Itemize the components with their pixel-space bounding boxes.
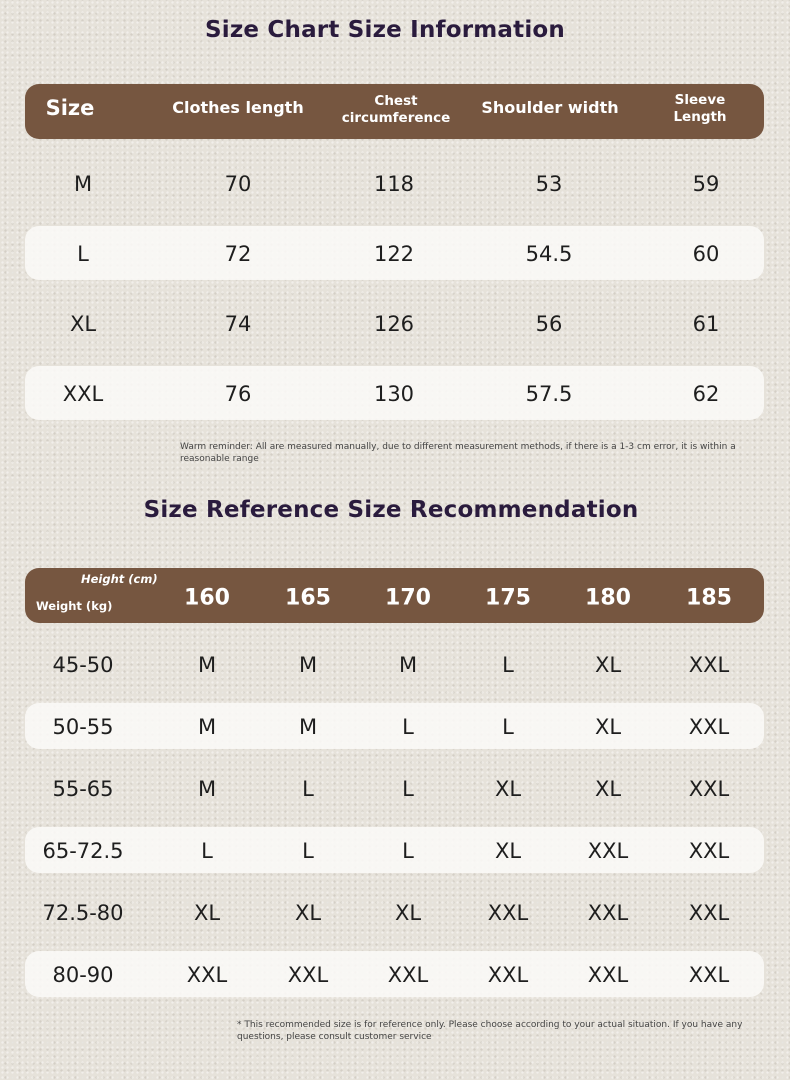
measurement-cell: 118 <box>373 172 415 196</box>
size-recommendation-cell: M <box>298 715 318 739</box>
size-recommendation-cell: XL <box>494 777 522 801</box>
size-recommendation-cell: XXL <box>387 963 429 987</box>
measurement-cell: 61 <box>692 312 720 336</box>
table-row <box>25 703 764 749</box>
header-chest-line2: circumference <box>341 110 451 126</box>
table-row <box>25 827 764 873</box>
size-recommendation-cell: XL <box>294 901 322 925</box>
table-row <box>25 366 764 420</box>
header-clothes-length: Clothes length <box>172 98 304 117</box>
weight-label: Weight (kg) <box>36 599 113 613</box>
size-recommendation-cell: XL <box>394 901 422 925</box>
size-cell: XXL <box>62 382 104 406</box>
height-label: Height (cm) <box>81 572 158 586</box>
size-chart-header <box>25 84 764 139</box>
measurement-cell: 130 <box>373 382 415 406</box>
weight-cell: 65-72.5 <box>42 839 124 863</box>
measurement-cell: 126 <box>373 312 415 336</box>
size-recommendation-cell: M <box>197 653 217 677</box>
height-column-header: 165 <box>285 585 331 611</box>
header-sleeve-line1: Sleeve <box>674 92 726 108</box>
recommendation-header <box>25 568 764 623</box>
weight-cell: 50-55 <box>52 715 114 739</box>
size-recommendation-cell: L <box>502 715 514 739</box>
header-sleeve-line2: Length <box>673 109 727 125</box>
size-recommendation-cell: L <box>302 777 314 801</box>
size-recommendation-cell: XXL <box>688 777 730 801</box>
measurement-cell: 54.5 <box>525 242 573 266</box>
measurement-cell: 53 <box>535 172 563 196</box>
size-recommendation-cell: XL <box>594 715 622 739</box>
measurement-cell: 74 <box>224 312 252 336</box>
size-recommendation-cell: XXL <box>487 963 529 987</box>
measurement-cell: 56 <box>535 312 563 336</box>
size-recommendation-cell: XL <box>594 653 622 677</box>
size-cell: M <box>73 172 93 196</box>
size-recommendation-cell: XXL <box>587 963 629 987</box>
height-column-header: 180 <box>585 585 631 611</box>
size-chart-note: Warm reminder: All are measured manually, due to different measurement methods, if there is a 1-3 cm error, it is within a reasonable range <box>180 442 736 464</box>
size-recommendation-cell: XXL <box>688 963 730 987</box>
measurement-cell: 60 <box>692 242 720 266</box>
size-recommendation-cell: L <box>402 839 414 863</box>
table-row <box>25 765 764 811</box>
weight-cell: 80-90 <box>52 963 114 987</box>
size-recommendation-cell: XXL <box>688 653 730 677</box>
size-recommendation-cell: L <box>402 777 414 801</box>
size-cell: L <box>77 242 89 266</box>
header-sleeve-length <box>673 92 726 126</box>
size-recommendation-cell: XXL <box>688 839 730 863</box>
size-recommendation-cell: M <box>197 715 217 739</box>
table-row <box>25 951 764 997</box>
weight-cell: 72.5-80 <box>42 901 124 925</box>
measurement-cell: 57.5 <box>525 382 573 406</box>
size-recommendation-cell: XL <box>193 901 221 925</box>
size-recommendation-cell: XXL <box>186 963 228 987</box>
height-column-header: 170 <box>385 585 431 611</box>
header-chest-circumference <box>342 93 451 127</box>
measurement-cell: 62 <box>692 382 720 406</box>
size-recommendation-cell: XXL <box>688 715 730 739</box>
size-recommendation-cell: M <box>197 777 217 801</box>
height-column-header: 175 <box>485 585 531 611</box>
size-recommendation-cell: XXL <box>587 901 629 925</box>
table-row <box>25 296 764 350</box>
weight-cell: 45-50 <box>52 653 114 677</box>
table-row <box>25 641 764 687</box>
height-column-header: 185 <box>686 585 732 611</box>
size-recommendation-cell: L <box>201 839 213 863</box>
measurement-cell: 70 <box>224 172 252 196</box>
recommendation-note: * This recommended size is for reference only. Please choose according to your actual situation. If you have any questions, please consult customer service <box>237 1020 743 1042</box>
size-chart-title: Size Chart Size Information <box>204 17 566 43</box>
size-recommendation-cell: XXL <box>487 901 529 925</box>
size-recommendation-cell: XL <box>494 839 522 863</box>
header-size: Size <box>45 96 95 120</box>
weight-cell: 55-65 <box>52 777 114 801</box>
measurement-cell: 72 <box>224 242 252 266</box>
header-shoulder-width: Shoulder width <box>481 98 619 117</box>
measurement-cell: 122 <box>373 242 415 266</box>
size-recommendation-cell: XXL <box>688 901 730 925</box>
size-recommendation-cell: L <box>302 839 314 863</box>
size-recommendation-cell: XXL <box>287 963 329 987</box>
size-recommendation-cell: XXL <box>587 839 629 863</box>
size-recommendation-cell: XL <box>594 777 622 801</box>
size-recommendation-cell: L <box>402 715 414 739</box>
table-row <box>25 156 764 210</box>
header-chest-line1: Chest <box>374 93 418 109</box>
table-row <box>25 889 764 935</box>
height-column-header: 160 <box>184 585 230 611</box>
table-row <box>25 226 764 280</box>
size-recommendation-cell: L <box>502 653 514 677</box>
size-recommendation-cell: M <box>398 653 418 677</box>
measurement-cell: 76 <box>224 382 252 406</box>
measurement-cell: 59 <box>692 172 720 196</box>
size-recommendation-cell: M <box>298 653 318 677</box>
size-cell: XL <box>69 312 97 336</box>
recommendation-title: Size Reference Size Recommendation <box>143 497 639 523</box>
